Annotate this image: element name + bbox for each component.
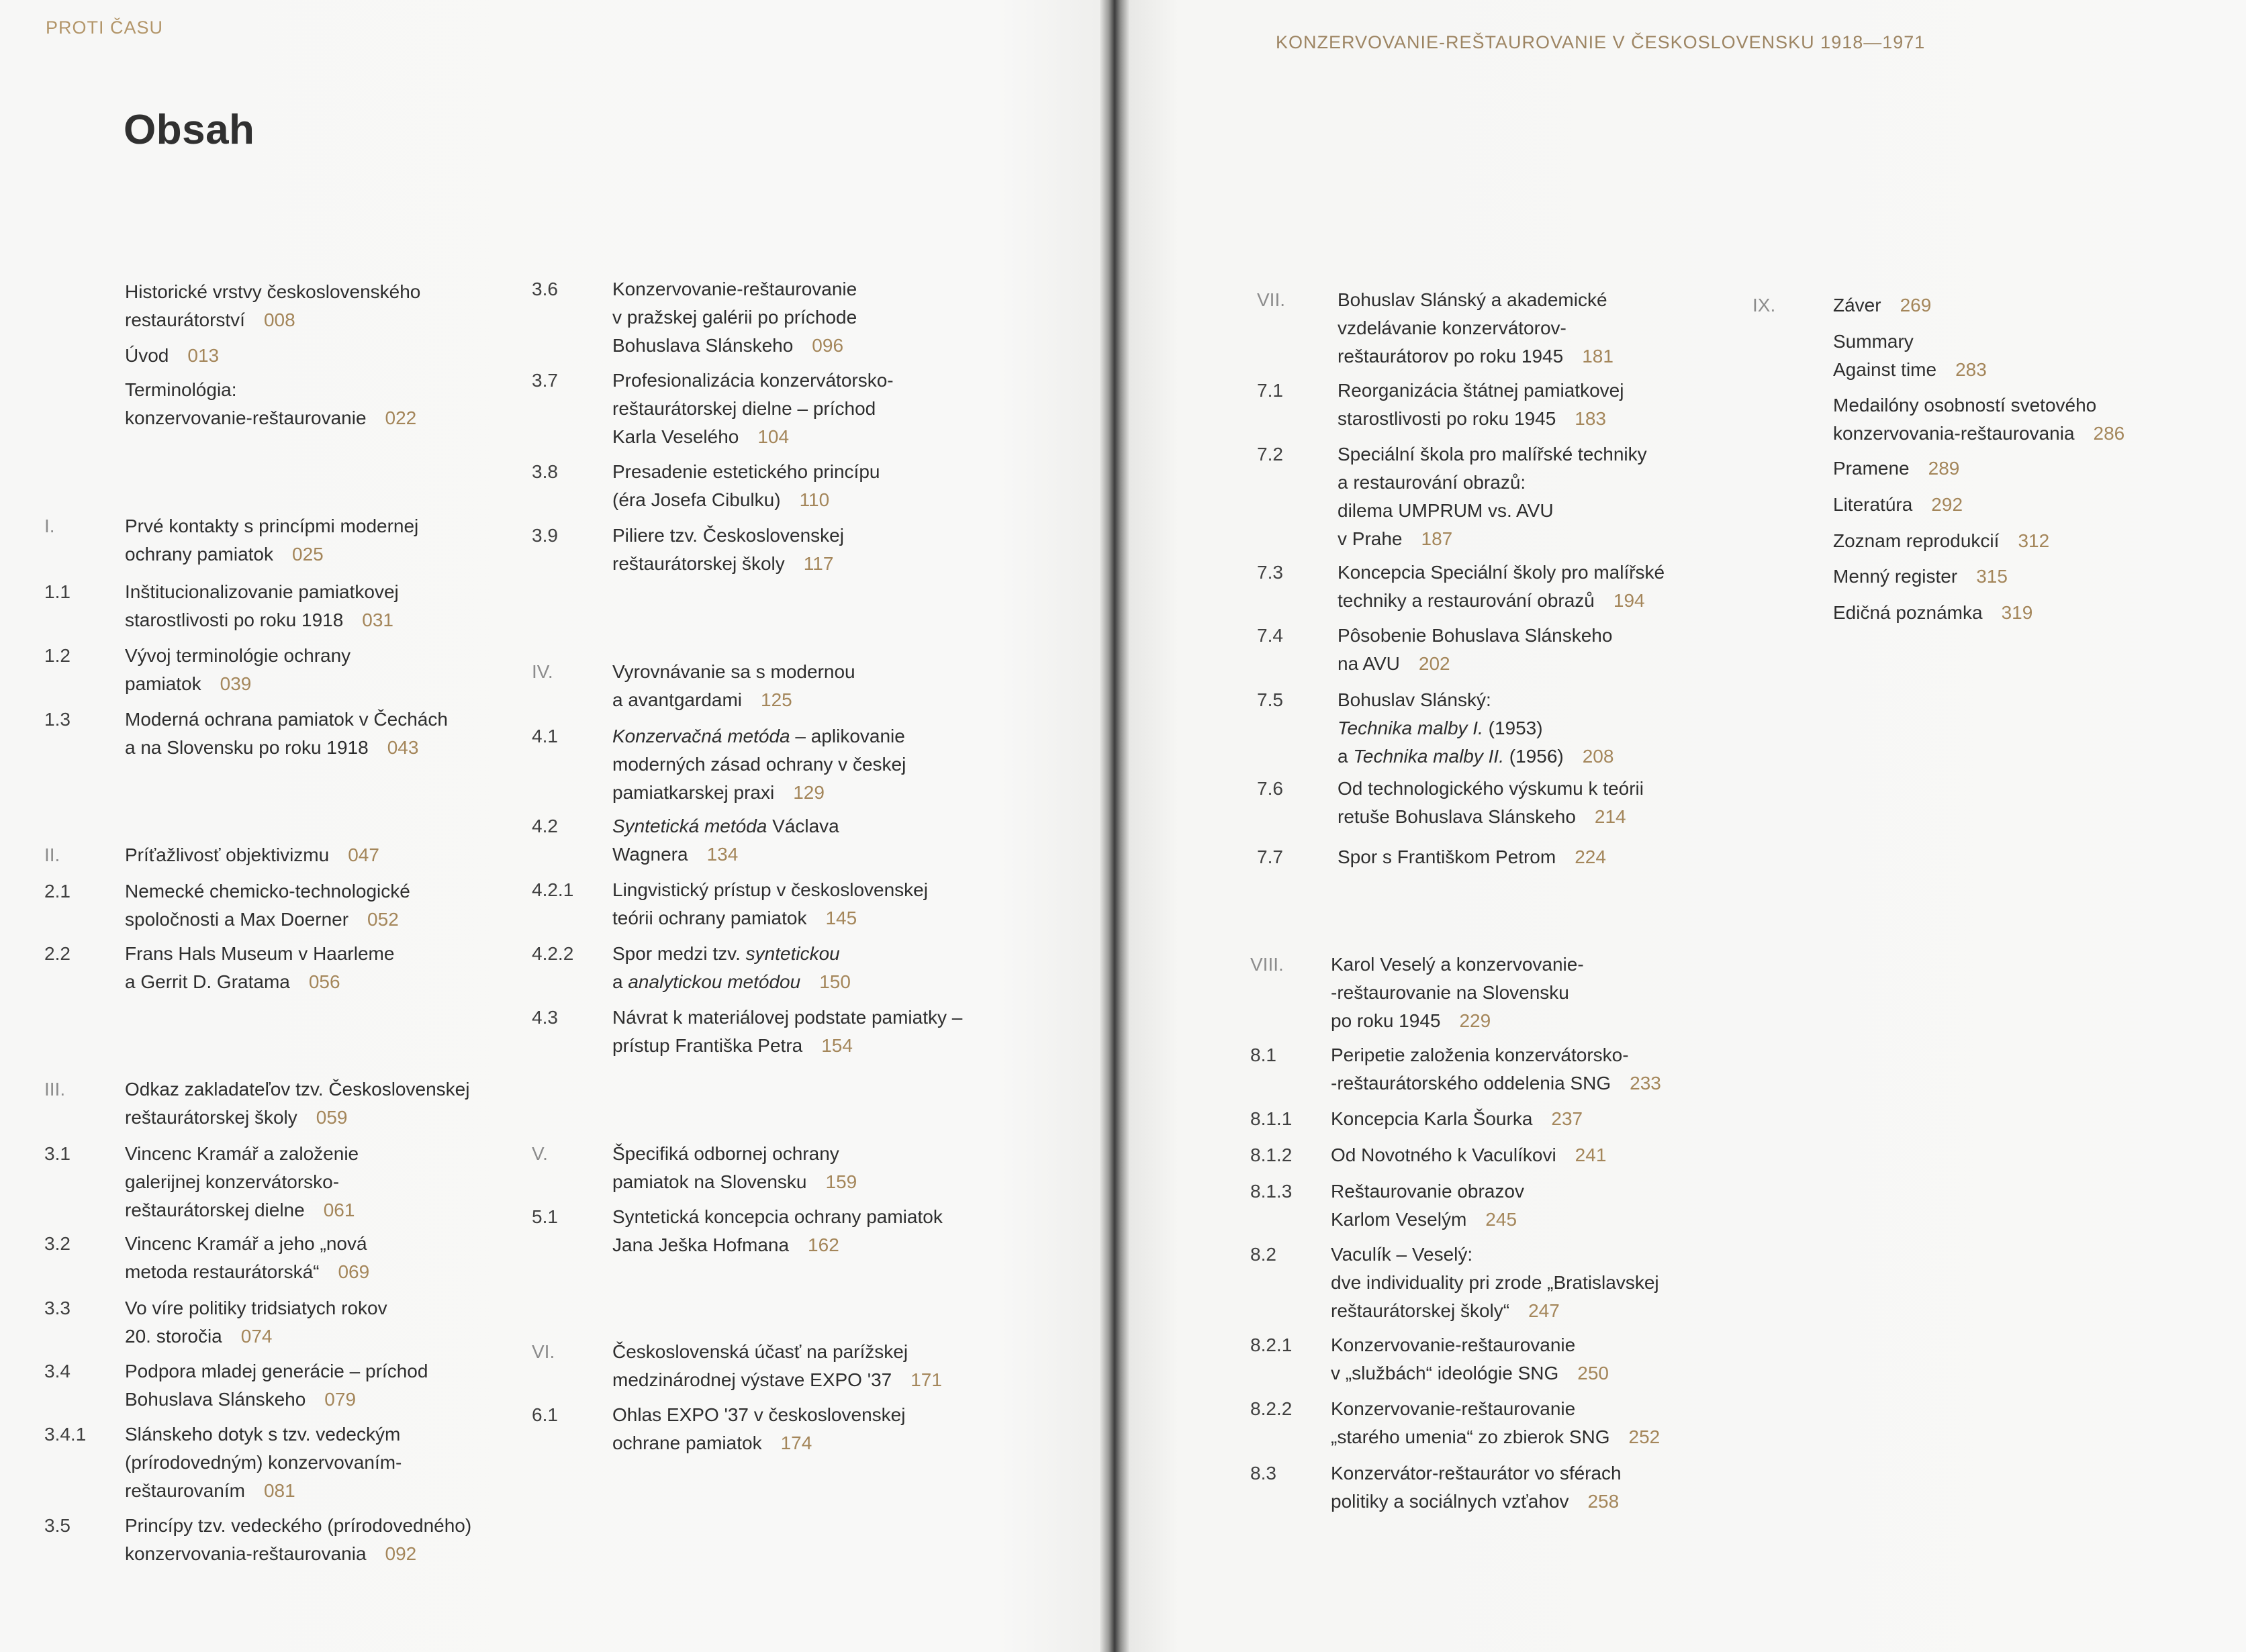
toc-entry-title: Úvod 013: [125, 345, 220, 366]
toc-entry: [1257, 843, 1606, 871]
toc-entry: [532, 812, 839, 869]
toc-entry: [44, 278, 420, 334]
toc-page-number: 025: [292, 544, 324, 565]
toc-entry: [1250, 1241, 1659, 1325]
toc-page-number: 117: [803, 553, 834, 574]
toc-page-number: 250: [1577, 1363, 1609, 1383]
toc-entry: [532, 876, 928, 932]
toc-entry-number: 5.1: [532, 1206, 558, 1227]
toc-entry-title: Princípy tzv. vedeckého (prírodovedného) konzervovania-reštaurovania 092: [125, 1515, 472, 1564]
toc-entry-title: Vývoj terminológie ochrany pamiatok 039: [125, 645, 351, 694]
toc-entry-title: Profesionalizácia konzervátorsko- reštaurátorskej dielne – príchod Karla Veselého 104: [612, 370, 894, 447]
toc-entry-title: Spor s Františkom Petrom 224: [1338, 846, 1606, 867]
toc-entry: [1250, 1395, 1660, 1451]
toc-entry-title: Menný register 315: [1833, 566, 2008, 587]
toc-page-number: 214: [1594, 806, 1626, 827]
toc-page-number: 069: [338, 1261, 370, 1282]
toc-entry-number: 8.1.2: [1250, 1145, 1293, 1165]
toc-entry: [1752, 599, 2032, 627]
toc-entry-title: Prvé kontakty s princípmi modernej ochrany pamiatok 025: [125, 516, 419, 565]
toc-entry-title: Piliere tzv. Československej reštaurátorskej školy 117: [612, 525, 844, 574]
toc-entry-number: 3.5: [44, 1515, 71, 1536]
toc-entry-number: 3.4.1: [44, 1424, 87, 1445]
toc-entry: [1250, 1141, 1606, 1169]
toc-page-number: 245: [1485, 1209, 1517, 1230]
toc-entry-title: Speciální škola pro malířské techniky a restaurování obrazů: dilema UMPRUM vs. AVU v Prahe 187: [1338, 444, 1647, 549]
toc-entry-title: Československá účasť na parížskej medzinárodnej výstave EXPO '37 171: [612, 1341, 942, 1390]
toc-entry-title: Konzervovanie-reštaurovanie v pražskej galérii po príchode Bohuslava Slánskeho 096: [612, 279, 857, 356]
toc-entry-number: 8.2: [1250, 1244, 1276, 1265]
toc-entry-title: Koncepcia Speciální školy pro malířské techniky a restaurování obrazů 194: [1338, 562, 1665, 611]
toc-entry: [1257, 440, 1647, 553]
toc-page-number: 229: [1459, 1010, 1491, 1031]
toc-page-number: 289: [1928, 458, 1960, 479]
toc-entry-title: Pramene 289: [1833, 458, 1960, 479]
toc-entry-title: Peripetie založenia konzervátorsko- -reštaurátorského oddelenia SNG 233: [1331, 1044, 1661, 1094]
toc-page-number: 181: [1582, 346, 1613, 367]
toc-entry-title: Syntetická metóda Václava Wagnera 134: [612, 816, 839, 865]
toc-entry-title: Presadenie estetického princípu (éra Josefa Cibulku) 110: [612, 461, 880, 510]
toc-entry: [1752, 291, 1931, 320]
toc-entry: [532, 522, 844, 578]
toc-entry: [532, 1004, 962, 1060]
toc-page-number: 174: [780, 1432, 812, 1453]
toc-entry-number: 8.2.2: [1250, 1398, 1293, 1419]
toc-entry-title: Historické vrstvy československého restaurátorství 008: [125, 281, 421, 330]
toc-entry-title: Frans Hals Museum v Haarleme a Gerrit D. Gratama 056: [125, 943, 395, 992]
toc-entry: [532, 275, 857, 360]
toc-page-number: 269: [1900, 295, 1932, 315]
toc-page-number: 202: [1418, 653, 1450, 674]
toc-entry-number: IV.: [532, 661, 553, 682]
toc-entry-title: Odkaz zakladateľov tzv. Československej reštaurátorskej školy 059: [125, 1079, 470, 1128]
toc-entry: [1257, 286, 1613, 371]
toc-page-number: 224: [1575, 846, 1606, 867]
toc-entry: [1250, 1331, 1609, 1388]
toc-entry-title: Nemecké chemicko-technologické spoločnosti a Max Doerner 052: [125, 881, 410, 930]
toc-entry-title: Bohuslav Slánský: Technika malby I. (1953) a Technika malby II. (1956) 208: [1338, 689, 1614, 767]
toc-page-number: 110: [799, 489, 830, 510]
toc-entry-number: 8.3: [1250, 1463, 1276, 1484]
toc-page-number: 319: [2001, 602, 2033, 623]
toc-entry-title: Reštaurovanie obrazov Karlom Veselým 245: [1331, 1181, 1524, 1230]
toc-page-number: 125: [761, 689, 792, 710]
toc-entry: [532, 658, 855, 714]
toc-page-number: 237: [1551, 1108, 1583, 1129]
toc-entry-title: Spor medzi tzv. syntetickou a analytickou metódou 150: [612, 943, 851, 992]
toc-entry-title: Vyrovnávanie sa s modernou a avantgardami 125: [612, 661, 855, 710]
toc-entry-title: Vaculík – Veselý: dve individuality pri zrode „Bratislavskej reštaurátorskej školy“ 247: [1331, 1244, 1659, 1321]
toc-page-number: 061: [323, 1200, 355, 1220]
toc-entry-number: 3.9: [532, 525, 558, 546]
toc-entry-title: Bohuslav Slánský a akademické vzdelávanie konzervátorov- reštaurátorov po roku 1945 181: [1338, 289, 1613, 367]
toc-entry-number: 1.3: [44, 709, 71, 730]
toc-entry-number: 7.3: [1257, 562, 1283, 583]
toc-entry-number: 3.8: [532, 461, 558, 482]
toc-page-number: 092: [385, 1543, 417, 1564]
toc-entry: [44, 841, 379, 869]
toc-entry-title: Moderná ochrana pamiatok v Čechách a na Slovensku po roku 1918 043: [125, 709, 448, 758]
toc-page-number: 258: [1587, 1491, 1620, 1512]
toc-page-number: 150: [819, 971, 851, 992]
toc-entry: [1250, 951, 1584, 1035]
toc-entry-number: 8.1.3: [1250, 1181, 1293, 1202]
toc-entry-title: Edičná poznámka 319: [1833, 602, 2033, 623]
toc-page-number: 079: [324, 1389, 357, 1410]
toc-page-number: 233: [1630, 1073, 1661, 1094]
toc-entry-number: VII.: [1257, 289, 1286, 310]
toc-entry: [1752, 454, 1959, 483]
toc-entry: [44, 877, 410, 934]
toc-entry: [1250, 1459, 1622, 1516]
toc-entry: [44, 376, 416, 432]
toc-entry-number: 7.7: [1257, 846, 1283, 867]
toc-page-number: 171: [910, 1369, 942, 1390]
toc-page-number: 145: [825, 908, 857, 928]
toc-page-number: 252: [1628, 1426, 1660, 1447]
toc-entry: [44, 642, 350, 698]
toc-entry: [532, 1203, 943, 1259]
toc-entry-number: 3.6: [532, 279, 558, 299]
show-through-text: [1215, 121, 2196, 222]
toc-page-number: 056: [308, 971, 340, 992]
toc-page-number: 247: [1528, 1300, 1560, 1321]
toc-entry-title: Konzervovanie-reštaurovanie v „službách“ ideológie SNG 250: [1331, 1334, 1609, 1383]
toc-page-number: 292: [1931, 494, 1963, 515]
toc-entry-number: 4.2: [532, 816, 558, 836]
toc-entry: [1752, 391, 2124, 448]
toc-entry: [44, 940, 394, 996]
toc-page-number: 315: [1976, 566, 2008, 587]
toc-entry-number: 2.2: [44, 943, 71, 964]
toc-page-number: 154: [821, 1035, 853, 1056]
toc-entry-title: Konzervovanie-reštaurovanie „starého umenia“ zo zbierok SNG 252: [1331, 1398, 1660, 1447]
toc-page-number: 059: [316, 1107, 348, 1128]
toc-entry-number: II.: [44, 844, 60, 865]
toc-page-number: 129: [793, 782, 825, 803]
toc-entry: [44, 1140, 359, 1224]
toc-entry-title: Terminológia: konzervovanie-reštaurovanie 022: [125, 379, 417, 428]
toc-entry-title: Konzervačná metóda – aplikovanie moderných zásad ochrany v českej pamiatkarskej praxi 129: [612, 726, 906, 803]
toc-entry-number: 7.6: [1257, 778, 1283, 799]
toc-entry-number: 3.1: [44, 1143, 71, 1164]
toc-entry-number: 7.2: [1257, 444, 1283, 465]
toc-entry: [44, 1420, 402, 1505]
toc-entry: [532, 940, 851, 996]
toc-entry-title: Summary Against time 283: [1833, 331, 1987, 380]
toc-page-number: 241: [1575, 1145, 1607, 1165]
toc-entry: [1250, 1105, 1583, 1133]
toc-entry-title: Karol Veselý a konzervovanie- -reštaurovanie na Slovensku po roku 1945 229: [1331, 954, 1584, 1031]
toc-page-number: 052: [367, 909, 399, 930]
toc-entry: [1250, 1041, 1661, 1098]
toc-page-number: 194: [1613, 590, 1645, 611]
toc-page-number: 187: [1421, 528, 1453, 549]
toc-entry-title: Zoznam reprodukcií 312: [1833, 530, 2050, 551]
toc-entry: [44, 1230, 369, 1286]
toc-page-number: 134: [706, 844, 739, 865]
toc-page-number: 008: [263, 309, 295, 330]
toc-page-number: 081: [263, 1480, 295, 1501]
toc-entry: [1257, 558, 1665, 615]
toc-entry-number: 3.4: [44, 1361, 71, 1381]
toc-entry-title: Vo víre politiky tridsiatych rokov 20. storočia 074: [125, 1298, 387, 1347]
toc-entry-title: Od Novotného k Vaculíkovi 241: [1331, 1145, 1607, 1165]
toc-entry: [44, 342, 219, 370]
toc-page-number: 208: [1582, 746, 1614, 767]
toc-entry-title: Literatúra 292: [1833, 494, 1963, 515]
toc-entry: [1257, 686, 1613, 771]
left-running-head: PROTI ČASU: [46, 17, 164, 38]
toc-entry-title: Podpora mladej generácie – príchod Bohuslava Slánskeho 079: [125, 1361, 428, 1410]
toc-page-number: 104: [757, 426, 790, 447]
toc-page-number: 096: [812, 335, 844, 356]
toc-entry-number: 8.2.1: [1250, 1334, 1293, 1355]
toc-entry-title: Koncepcia Karla Šourka 237: [1331, 1108, 1583, 1129]
toc-entry: [532, 1338, 942, 1394]
toc-entry-number: 8.1.1: [1250, 1108, 1293, 1129]
toc-entry-title: Syntetická koncepcia ochrany pamiatok Jana Ješka Hofmana 162: [612, 1206, 943, 1255]
toc-entry-title: Záver 269: [1833, 295, 1932, 315]
toc-entry-number: I.: [44, 516, 55, 536]
toc-entry-number: 1.2: [44, 645, 71, 666]
toc-entry: [44, 706, 448, 762]
toc-page-number: 183: [1575, 408, 1606, 429]
toc-entry-number: V.: [532, 1143, 548, 1164]
toc-page-number: 031: [362, 610, 393, 630]
toc-entry-number: 1.1: [44, 581, 71, 602]
toc-entry: [532, 367, 894, 451]
toc-entry: [44, 1294, 387, 1351]
toc-entry: [44, 578, 399, 634]
toc-page-number: 312: [2018, 530, 2050, 551]
toc-entry-number: 3.2: [44, 1233, 71, 1254]
toc-entry-number: IX.: [1752, 295, 1776, 315]
toc-entry: [532, 1401, 905, 1457]
toc-entry: [44, 1512, 471, 1568]
toc-entry: [1257, 775, 1644, 831]
toc-page-number: 074: [240, 1326, 273, 1347]
toc-page-number: 022: [385, 407, 417, 428]
toc-entry: [532, 1140, 857, 1196]
toc-entry-number: 6.1: [532, 1404, 558, 1425]
toc-entry-number: VIII.: [1250, 954, 1284, 975]
toc-entry: [44, 1357, 428, 1414]
toc-entry-title: Špecifiká odbornej ochrany pamiatok na Slovensku 159: [612, 1143, 857, 1192]
toc-entry-title: Slánskeho dotyk s tzv. vedeckým (prírodovedným) konzervovaním- reštaurovaním 081: [125, 1424, 402, 1501]
toc-entry: [532, 722, 906, 807]
toc-entry: [1752, 491, 1963, 519]
toc-entry-number: 3.7: [532, 370, 558, 391]
toc-entry-title: Pôsobenie Bohuslava Slánskeho na AVU 202: [1338, 625, 1613, 674]
toc-entry-title: Návrat k materiálovej podstate pamiatky – prístup Františka Petra 154: [612, 1007, 963, 1056]
toc-entry-number: 4.2.1: [532, 879, 574, 900]
toc-entry-number: VI.: [532, 1341, 555, 1362]
page-title: Obsah: [124, 107, 255, 153]
toc-entry-title: Konzervátor-reštaurátor vo sférach politiky a sociálnych vzťahov 258: [1331, 1463, 1622, 1512]
toc-page-number: 162: [808, 1234, 839, 1255]
toc-entry: [44, 512, 418, 569]
toc-page-number: 043: [387, 737, 419, 758]
right-running-head: KONZERVOVANIE-REŠTAUROVANIE V ČESKOSLOVENSKU 1918—1971: [1276, 32, 1926, 52]
toc-entry-number: 4.3: [532, 1007, 558, 1028]
book-gutter: [1100, 0, 1129, 1652]
toc-entry-title: Inštitucionalizovanie pamiatkovej starostlivosti po roku 1918 031: [125, 581, 399, 630]
toc-entry-number: 7.1: [1257, 380, 1283, 401]
toc-entry: [1257, 377, 1624, 433]
toc-entry-number: 3.3: [44, 1298, 71, 1318]
toc-entry-number: 8.1: [1250, 1044, 1276, 1065]
toc-entry-number: 2.1: [44, 881, 71, 902]
toc-entry-title: Vincenc Kramář a založenie galerijnej konzervátorsko- reštaurátorskej dielne 061: [125, 1143, 359, 1220]
toc-entry: [44, 1075, 469, 1132]
toc-entry-number: 7.4: [1257, 625, 1283, 646]
toc-entry-number: 4.2.2: [532, 943, 574, 964]
toc-entry-title: Lingvistický prístup v československej teórii ochrany pamiatok 145: [612, 879, 928, 928]
toc-entry-title: Príťažlivosť objektivizmu 047: [125, 844, 379, 865]
toc-page-number: 283: [1955, 359, 1987, 380]
toc-page-number: 047: [348, 844, 379, 865]
toc-entry-title: Ohlas EXPO '37 v československej ochrane pamiatok 174: [612, 1404, 906, 1453]
toc-page-number: 159: [825, 1171, 857, 1192]
toc-entry-number: 4.1: [532, 726, 558, 746]
toc-entry: [1752, 527, 2049, 555]
toc-entry-title: Vincenc Kramář a jeho „nová metoda restaurátorská“ 069: [125, 1233, 370, 1282]
toc-entry-title: Od technologického výskumu k teórii retuše Bohuslava Slánskeho 214: [1338, 778, 1644, 827]
toc-entry: [532, 458, 880, 514]
toc-entry-number: III.: [44, 1079, 66, 1100]
toc-page-number: 013: [187, 345, 220, 366]
toc-entry: [1752, 328, 1987, 384]
toc-entry: [1250, 1177, 1524, 1234]
toc-entry: [1257, 622, 1612, 678]
toc-entry-title: Medailóny osobností svetového konzervovania-reštaurovania 286: [1833, 395, 2125, 444]
toc-entry-number: 7.5: [1257, 689, 1283, 710]
toc-entry-title: Reorganizácia štátnej pamiatkovej starostlivosti po roku 1945 183: [1338, 380, 1624, 429]
toc-page-number: 286: [2093, 423, 2125, 444]
toc-entry: [1752, 563, 2008, 591]
toc-page-number: 039: [220, 673, 252, 694]
